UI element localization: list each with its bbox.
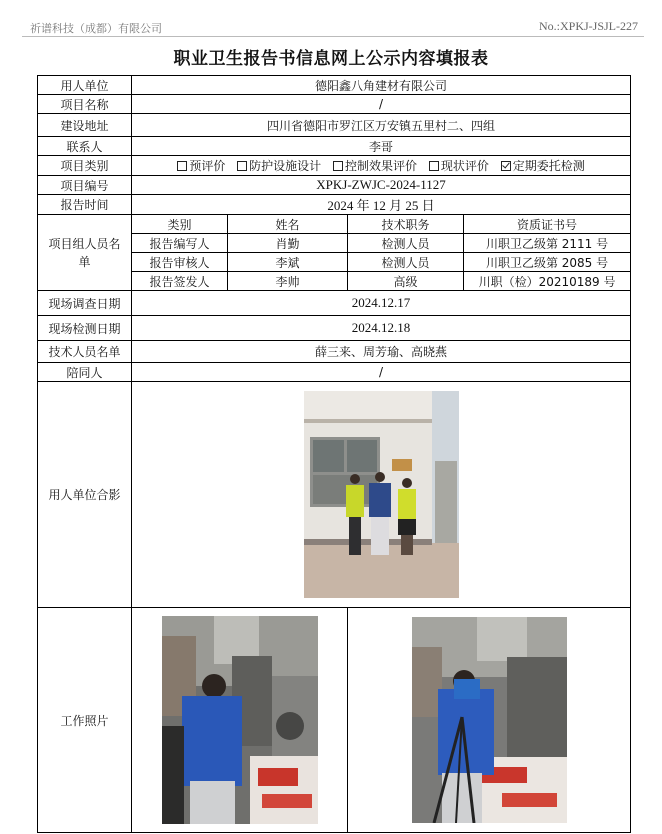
project-no-value: XPKJ-ZWJC-2024-1127	[132, 176, 631, 195]
checkbox-icon	[237, 161, 247, 171]
row-project-type	[38, 156, 631, 176]
row-project-name	[38, 95, 631, 114]
row-group-photo	[38, 382, 631, 608]
project-type-options	[132, 156, 631, 176]
row-team-header	[38, 215, 631, 234]
row-tech-staff	[38, 341, 631, 363]
escort-label: 陪同人	[38, 363, 132, 382]
row-test-date	[38, 316, 631, 341]
option-pre-evaluation: 预评价	[177, 159, 225, 173]
checkbox-icon	[177, 161, 187, 171]
escort-value: /	[132, 363, 631, 382]
row-work-photos	[38, 608, 631, 833]
team-role: 报告签发人	[132, 272, 228, 291]
checked-checkbox-icon	[501, 161, 511, 171]
team-certificate: 川职（检）20210189 号	[464, 272, 631, 291]
address-value: 四川省德阳市罗江区万安镇五里村二、四组	[132, 114, 631, 137]
project-no-label: 项目编号	[38, 176, 132, 195]
team-header-certificate: 资质证书号	[464, 215, 631, 234]
work-photo-1-image	[162, 616, 318, 824]
checkbox-icon	[429, 161, 439, 171]
row-project-no	[38, 176, 631, 195]
employer-label: 用人单位	[38, 76, 132, 95]
row-survey-date	[38, 291, 631, 316]
row-employer	[38, 76, 631, 95]
row-address	[38, 114, 631, 137]
team-certificate: 川职卫乙级第 2085 号	[464, 253, 631, 272]
team-header-name: 姓名	[228, 215, 348, 234]
row-escort	[38, 363, 631, 382]
group-photo-label: 用人单位合影	[38, 382, 132, 608]
team-title: 检测人员	[348, 253, 464, 272]
project-name-label: 项目名称	[38, 95, 132, 114]
info-form-table	[37, 75, 631, 833]
project-name-value: /	[132, 95, 631, 114]
team-name: 李斌	[228, 253, 348, 272]
group-photo-image	[304, 391, 459, 598]
team-header-category: 类别	[132, 215, 228, 234]
report-time-value: 2024 年 12 月 25 日	[132, 195, 631, 215]
survey-date-label: 现场调查日期	[38, 291, 132, 316]
row-contact	[38, 137, 631, 156]
contact-label: 联系人	[38, 137, 132, 156]
option-control-effect: 控制效果评价	[333, 159, 417, 173]
employer-value: 德阳鑫八角建材有限公司	[132, 76, 631, 95]
survey-date-value: 2024.12.17	[132, 291, 631, 316]
option-periodic-testing: 定期委托检测	[501, 159, 585, 173]
work-photo-cell-1	[132, 608, 348, 833]
project-type-label: 项目类别	[38, 156, 132, 176]
work-photo-cell-2	[348, 608, 631, 833]
contact-value: 李哥	[132, 137, 631, 156]
team-name: 李帅	[228, 272, 348, 291]
row-report-time	[38, 195, 631, 215]
page-title: 职业卫生报告书信息网上公示内容填报表	[173, 49, 489, 69]
tech-staff-value: 薛三来、周芳瑜、高晓燕	[132, 341, 631, 363]
group-photo-cell	[132, 382, 631, 608]
team-certificate: 川职卫乙级第 2111 号	[464, 234, 631, 253]
document-number: No.:XPKJ-JSJL-227	[538, 19, 638, 33]
work-photo-2-image	[412, 617, 567, 823]
work-photos-label: 工作照片	[38, 608, 132, 833]
team-role: 报告审核人	[132, 253, 228, 272]
test-date-label: 现场检测日期	[38, 316, 132, 341]
report-time-label: 报告时间	[38, 195, 132, 215]
team-header-title: 技术职务	[348, 215, 464, 234]
team-label: 项目组人员名单	[38, 215, 132, 291]
team-title: 高级	[348, 272, 464, 291]
test-date-value: 2024.12.18	[132, 316, 631, 341]
checkbox-icon	[333, 161, 343, 171]
team-role: 报告编写人	[132, 234, 228, 253]
header-divider	[22, 36, 644, 37]
option-protective-design: 防护设施设计	[237, 159, 321, 173]
company-header: 祈谱科技（成都）有限公司	[30, 22, 162, 35]
address-label: 建设地址	[38, 114, 132, 137]
option-status-evaluation: 现状评价	[429, 159, 489, 173]
team-title: 检测人员	[348, 234, 464, 253]
tech-staff-label: 技术人员名单	[38, 341, 132, 363]
team-name: 肖勤	[228, 234, 348, 253]
